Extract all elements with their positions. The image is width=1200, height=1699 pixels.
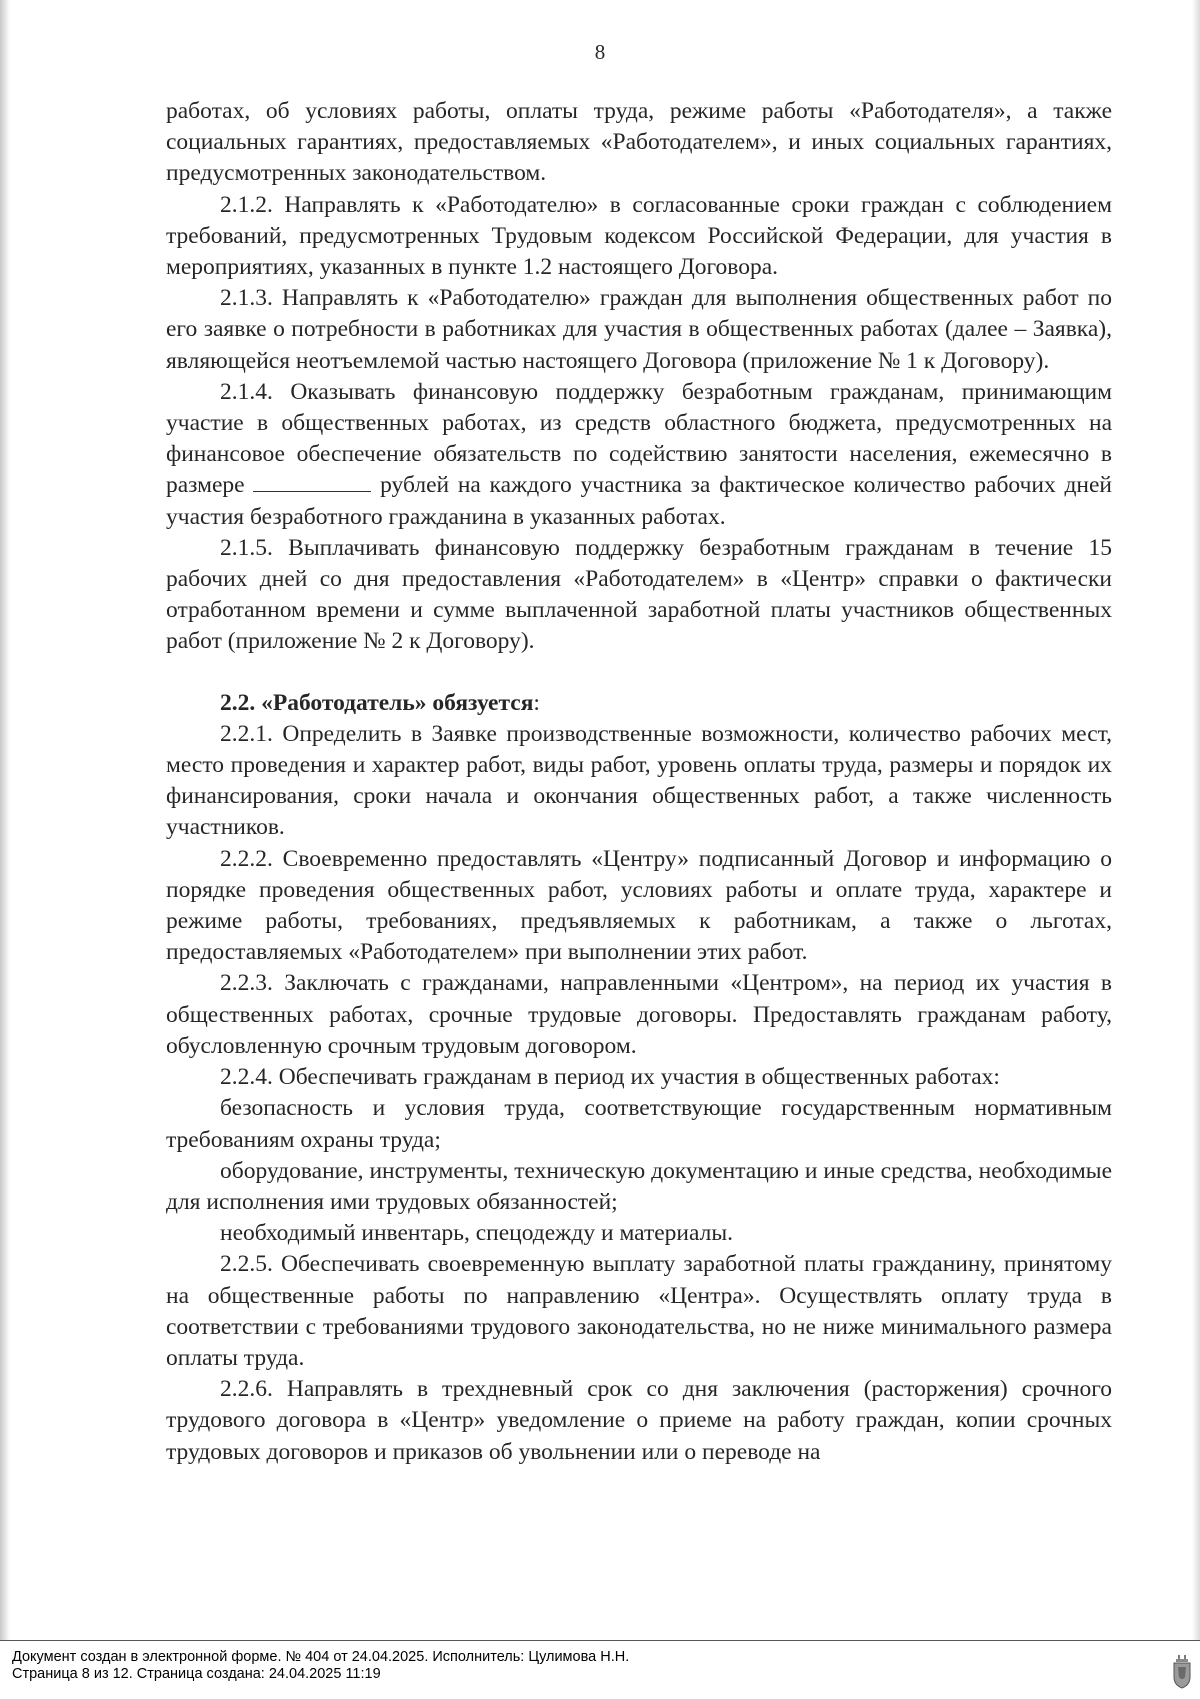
paragraph-2-2-3: 2.2.3. Заключать с гражданами, направленными «Центром», на период их участия в общественных работах, срочные трудовые договоры. Предоставлять гражданам работу, обусловленную срочным трудовым договором. — [166, 970, 1112, 1059]
paragraph-2-1-5: 2.1.5. Выплачивать финансовую поддержку безработным гражданам в течение 15 рабочих дней со дня предоставления «Работодателем» в «Центр» справки о фактически отработанном времени и сумме выплаченной заработной платы участников общественных работ (приложение № 2 к Договору). — [166, 534, 1112, 655]
page-number: 8 — [594, 40, 606, 64]
paragraph-2-1-4 — [166, 377, 1112, 533]
paragraph-2-2-4: 2.2.4. Обеспечивать гражданам в период их участия в общественных работах: — [220, 1064, 1000, 1091]
paragraph-continuation: работах, об условиях работы, оплаты труда, режиме работы «Работодателя», а также социальных гарантиях, предоставляемых «Работодателем», и иных социальных гарантиях, предусмотренных законодательством. — [166, 98, 1112, 187]
paragraph-2-2-4-item-inventory: необходимый инвентарь, спецодежду и материалы. — [220, 1220, 734, 1247]
coat-of-arms-icon — [1172, 1655, 1192, 1689]
document-body — [166, 96, 1112, 1468]
paragraph-2-1-4-after: рублей на каждого участника за фактическое количество рабочих дней участия безработного гражданина в указанных работах. — [166, 472, 1112, 530]
paragraph-2-2-2: 2.2.2. Своевременно предоставлять «Центру» подписанный Договор и информацию о порядке проведения общественных работ, условиях работы и оплате труда, характере и режиме работы, требованиях, предъявляемых к работникам, а также о льготах, предоставляемых «Работодателем» при выполнении этих работ. — [166, 845, 1112, 966]
paragraph-2-2-4-item-safety: безопасность и условия труда, соответствующие государственным нормативным требованиям охраны труда; — [166, 1095, 1112, 1153]
scan-right-edge — [1192, 0, 1200, 1640]
paragraph-2-1-2: 2.1.2. Направлять к «Работодателю» в согласованные сроки граждан с соблюдением требований, предусмотренных Трудовым кодексом Российской Федерации, для участия в мероприятиях, указанных в пункте 1.2 настоящего Договора. — [166, 191, 1112, 281]
paragraph-2-1-4-before: 2.1.4. Оказывать финансовую поддержку безработным гражданам, принимающим участие в общественных работах, из средств областного бюджета, предусмотренных на финансовое обеспечение обязательств по содействию занятости населения, ежемесячно в размере — [166, 378, 1112, 499]
paragraph-2-1-3: 2.1.3. Направлять к «Работодателю» граждан для выполнения общественных работ по его заявке о потребности в работниках для участия в общественных работах (далее – Заявка), являющейся неотъемлемой частью настоящего Договора (приложение № 1 к Договору). — [166, 285, 1112, 374]
footer-line-document-info: Документ создан в электронной форме. № 404 от 24.04.2025. Исполнитель: Цулимова Н.Н. — [12, 1649, 630, 1665]
scan-left-edge — [0, 0, 10, 1640]
amount-blank-field — [253, 471, 371, 492]
footer-text — [12, 1649, 629, 1683]
section-heading-tail: : — [533, 689, 540, 716]
paragraph-2-2-4-item-equipment: оборудование, инструменты, техническую документацию и иные средства, необходимые для исполнения ими трудовых обязанностей; — [166, 1157, 1112, 1215]
paragraph-2-2-5: 2.2.5. Обеспечивать своевременную выплату заработной платы гражданину, принятому на общественные работы по направлению «Центра». Осуществлять оплату труда в соответствии с требованиями трудового законодательства, но не ниже минимального размера оплаты труда. — [166, 1251, 1112, 1371]
paragraph-2-2-1: 2.2.1. Определить в Заявке производственные возможности, количество рабочих мест, место проведения и характер работ, виды работ, уровень оплаты труда, размеры и порядок их финансирования, сроки начала и окончания общественных работ, а также численность участников. — [166, 720, 1112, 841]
document-footer — [0, 1640, 1200, 1699]
section-heading-bold: 2.2. «Работодатель» обязуется — [220, 689, 534, 716]
section-heading-2-2 — [166, 688, 1112, 719]
footer-line-page-info: Страница 8 из 12. Страница создана: 24.04.2025 11:19 — [12, 1666, 381, 1682]
paragraph-2-2-6: 2.2.6. Направлять в трехдневный срок со дня заключения (расторжения) срочного трудового договора в «Центр» уведомление о приеме на работу граждан, копии срочных трудовых договоров и приказов об увольнении или о переводе на — [166, 1376, 1112, 1465]
